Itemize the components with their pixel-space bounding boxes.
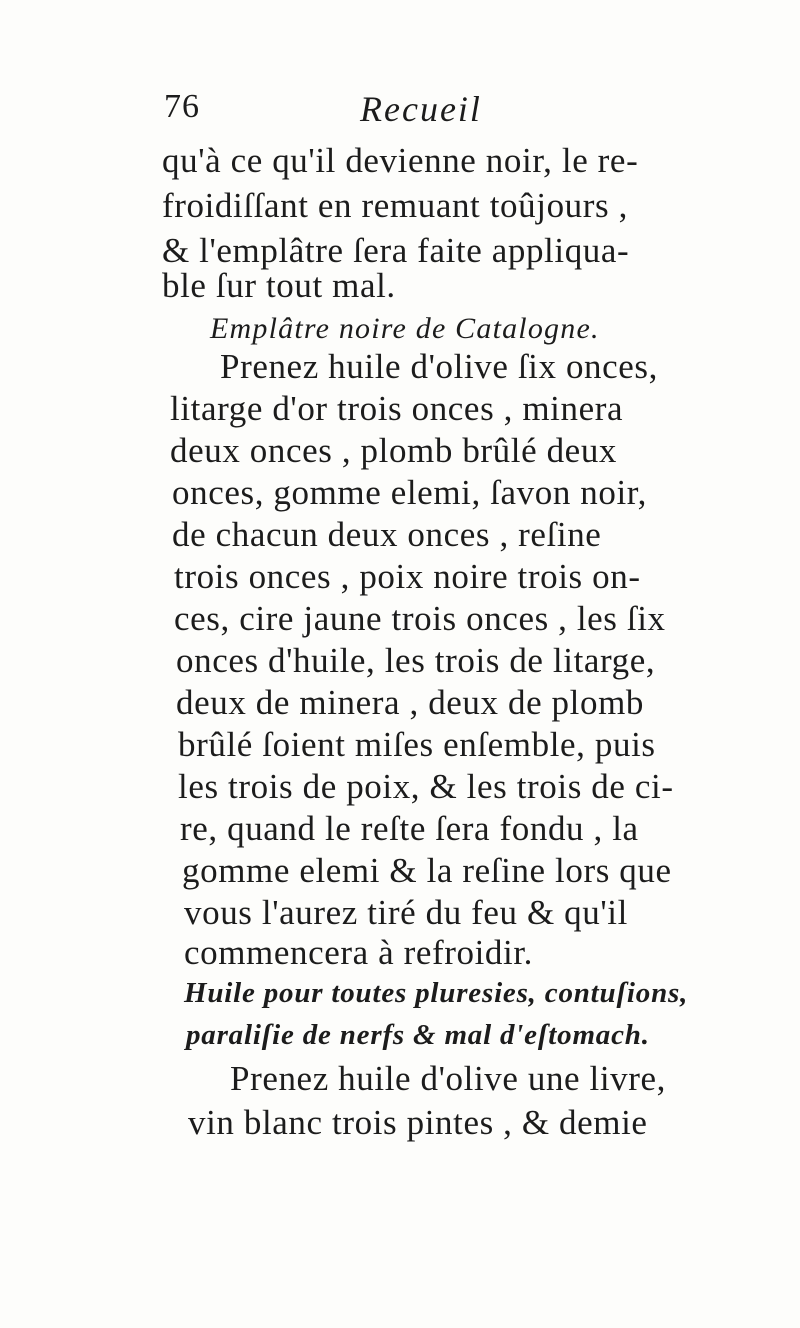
section-heading: Huile pour toutes pluresies, contuſions, [184, 977, 689, 1009]
running-head: Recueil [360, 89, 482, 129]
text-line: vous l'aurez tiré du feu & qu'il [184, 893, 628, 932]
text-line: Prenez huile d'olive une livre, [230, 1059, 667, 1098]
text-line: Prenez huile d'olive ſix onces, [220, 347, 658, 386]
text-line: froidiſſant en remuant toûjours , [162, 186, 628, 225]
text-line: commencera à refroidir. [184, 933, 534, 972]
text-line: onces, gomme elemi, ſavon noir, [172, 473, 648, 512]
text-line: brûlé ſoient miſes enſemble, puis [178, 725, 656, 764]
text-line: les trois de poix, & les trois de ci- [178, 767, 674, 806]
text-line: ces, cire jaune trois onces , les ſix [174, 599, 666, 638]
text-line: trois onces , poix noire trois on- [174, 557, 641, 596]
page-header [160, 88, 680, 138]
text-line: gomme elemi & la reſine lors que [182, 851, 672, 890]
text-line: & l'emplâtre ſera faite appliqua- [162, 231, 630, 270]
text-line: de chacun deux onces , reſine [172, 515, 602, 554]
text-line: re, quand le reſte ſera fondu , la [180, 809, 639, 848]
text-line: ble ſur tout mal. [162, 266, 396, 305]
text-line: deux onces , plomb brûlé deux [170, 431, 618, 470]
section-heading: paraliſie de nerfs & mal d'eſtomach. [186, 1019, 650, 1051]
page-number: 76 [164, 88, 200, 125]
text-line: deux de minera , deux de plomb [176, 683, 645, 722]
section-heading: Emplâtre noire de Catalogne. [210, 312, 600, 345]
text-line: litarge d'or trois onces , minera [170, 389, 624, 428]
text-line: qu'à ce qu'il devienne noir, le re- [162, 141, 639, 180]
text-line: vin blanc trois pintes , & demie [188, 1103, 648, 1142]
text-line: onces d'huile, les trois de litarge, [176, 641, 656, 680]
